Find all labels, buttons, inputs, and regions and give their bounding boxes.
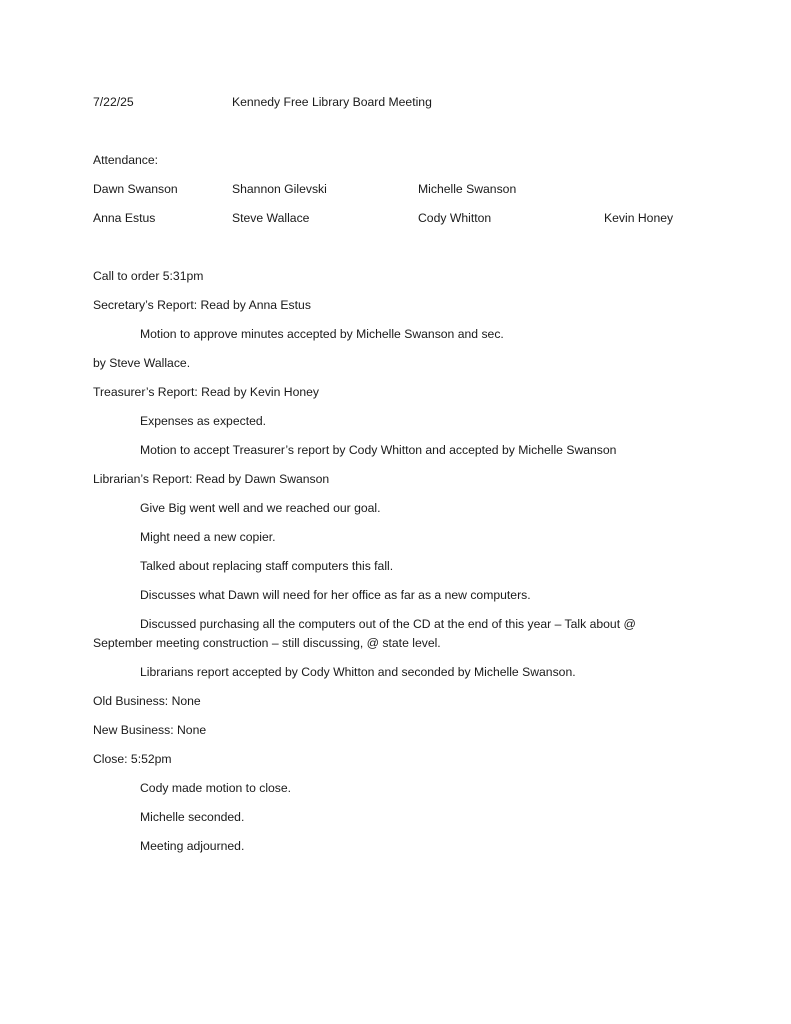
librarian-item: Talked about replacing staff computers this fall. [140, 559, 394, 573]
attendee-name: Shannon Gilevski [232, 182, 327, 196]
librarian-report-heading: Librarian’s Report: Read by Dawn Swanson [93, 472, 330, 486]
librarian-item: Give Big went well and we reached our goal. [140, 501, 381, 515]
librarian-item: Might need a new copier. [140, 530, 276, 544]
meeting-title: Kennedy Free Library Board Meeting [232, 95, 432, 109]
librarian-item: Discusses what Dawn will need for her office as far as a new computers. [140, 588, 531, 602]
secretary-motion-continued: by Steve Wallace. [93, 356, 191, 370]
treasurer-report-heading: Treasurer’s Report: Read by Kevin Honey [93, 385, 320, 399]
old-business: Old Business: None [93, 694, 201, 708]
attendee-name: Dawn Swanson [93, 182, 178, 196]
new-business: New Business: None [93, 723, 207, 737]
attendee-name: Steve Wallace [232, 211, 310, 225]
close-item: Meeting adjourned. [140, 839, 245, 853]
call-to-order: Call to order 5:31pm [93, 269, 204, 283]
close-item: Michelle seconded. [140, 810, 245, 824]
close-heading: Close: 5:52pm [93, 752, 172, 766]
attendee-name: Cody Whitton [418, 211, 492, 225]
librarian-discussed: Discussed purchasing all the computers out of the CD at the end of this year – Talk about @ [140, 617, 636, 631]
treasurer-item: Expenses as expected. [140, 414, 267, 428]
attendee-name: Kevin Honey [604, 211, 674, 225]
secretary-motion: Motion to approve minutes accepted by Michelle Swanson and sec. [140, 327, 504, 341]
attendee-name: Anna Estus [93, 211, 156, 225]
attendee-name: Michelle Swanson [418, 182, 517, 196]
secretary-report-heading: Secretary’s Report: Read by Anna Estus [93, 298, 311, 312]
meeting-date: 7/22/25 [93, 95, 134, 109]
attendance-label: Attendance: [93, 153, 159, 167]
librarian-discussed-continued: September meeting construction – still discussing, @ state level. [93, 636, 441, 650]
treasurer-item: Motion to accept Treasurer’s report by Cody Whitton and accepted by Michelle Swanson [140, 443, 617, 457]
librarian-accepted: Librarians report accepted by Cody Whitton and seconded by Michelle Swanson. [140, 665, 576, 679]
close-item: Cody made motion to close. [140, 781, 292, 795]
